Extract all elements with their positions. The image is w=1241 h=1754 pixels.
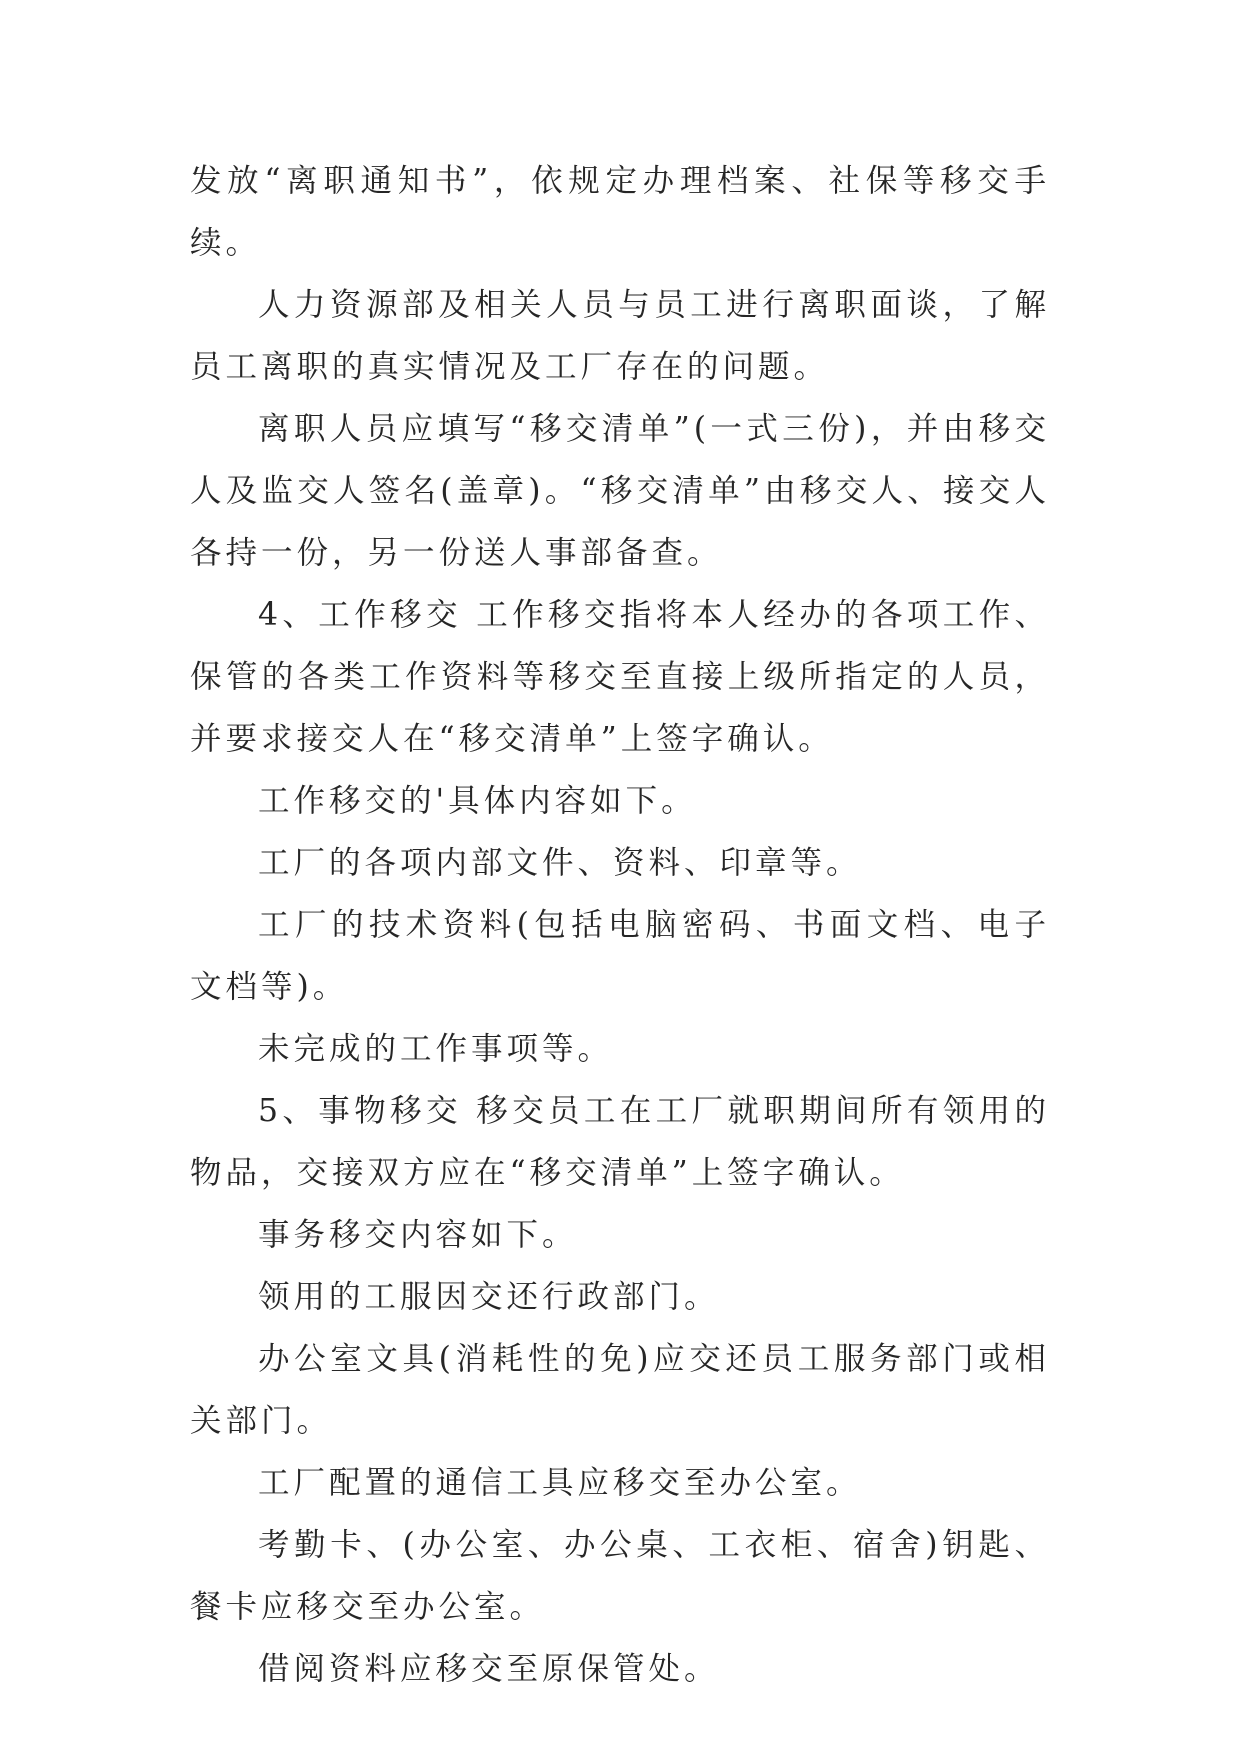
paragraph-15: 借阅资料应移交至原保管处。 (258, 1651, 720, 1687)
paragraph-8: 未完成的工作事项等。 (258, 1031, 614, 1067)
paragraph-6: 工厂的各项内部文件、资料、印章等。 (258, 845, 862, 881)
paragraph-5: 工作移交的'具体内容如下。 (258, 783, 697, 819)
paragraph-2: 人力资源部及相关人员与员工进行离职面谈，了解员工离职的真实情况及工厂存在的问题。 (190, 287, 1050, 385)
paragraph-3: 离职人员应填写“移交清单”(一式三份)，并由移交人及监交人签名(盖章)。“移交清单”由移交人、接交人各持一份，另一份送人事部备查。 (190, 411, 1050, 571)
paragraph-1: 发放“离职通知书”，依规定办理档案、社保等移交手续。 (190, 163, 1050, 261)
paragraph-14: 考勤卡、(办公室、办公桌、工衣柜、宿舍)钥匙、餐卡应移交至办公室。 (190, 1527, 1050, 1625)
paragraph-11: 领用的工服因交还行政部门。 (258, 1279, 720, 1315)
paragraph-10: 事务移交内容如下。 (258, 1217, 578, 1253)
paragraph-9: 5、事物移交 移交员工在工厂就职期间所有领用的物品，交接双方应在“移交清单”上签字确认。 (190, 1093, 1050, 1191)
paragraph-7: 工厂的技术资料(包括电脑密码、书面文档、电子文档等)。 (190, 907, 1050, 1005)
paragraph-13: 工厂配置的通信工具应移交至办公室。 (258, 1465, 862, 1501)
document-body (190, 150, 1050, 1700)
paragraph-12: 办公室文具(消耗性的免)应交还员工服务部门或相关部门。 (190, 1341, 1050, 1439)
paragraph-4: 4、工作移交 工作移交指将本人经办的各项工作、保管的各类工作资料等移交至直接上级所指定的人员，并要求接交人在“移交清单”上签字确认。 (190, 597, 1050, 757)
